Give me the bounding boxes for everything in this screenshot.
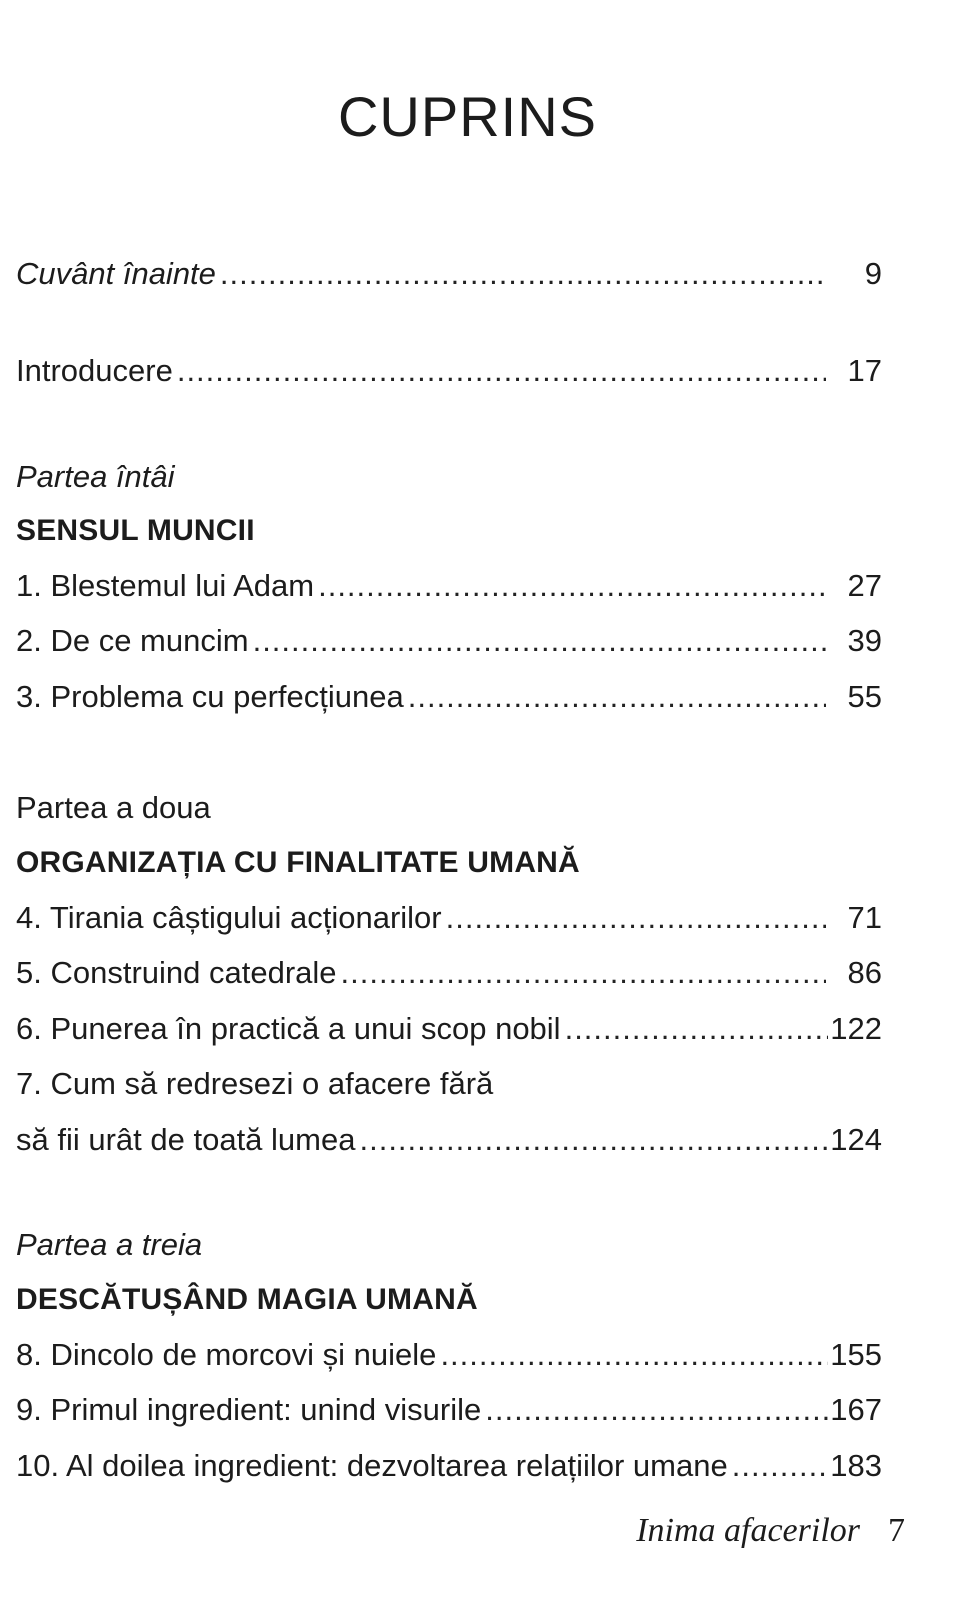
toc-entry-chapter[interactable]	[16, 1388, 882, 1432]
toc-entry-chapter[interactable]	[16, 1007, 882, 1051]
part-label: Partea a doua	[16, 790, 211, 825]
dot-leader	[253, 619, 826, 663]
toc-entry-chapter[interactable]	[16, 564, 882, 608]
toc-entry-label: 10. Al doilea ingredient: dezvoltarea relațiilor umane	[16, 1448, 728, 1483]
toc-entry-label: Introducere	[16, 353, 173, 388]
toc-entry-chapter-first-line[interactable]: 7. Cum să redresezi o afacere fără	[16, 1066, 494, 1101]
toc-entry-chapter[interactable]	[16, 675, 882, 719]
running-title: Inima afacerilor	[636, 1512, 860, 1549]
toc-entry-page: 55	[847, 679, 882, 714]
dot-leader	[446, 896, 826, 940]
toc-entry-label: 4. Tirania câștigului acționarilor	[16, 900, 442, 935]
dot-leader	[177, 349, 826, 393]
toc-entry-label: 8. Dincolo de morcovi și nuiele	[16, 1337, 437, 1372]
toc-entry-page: 155	[830, 1337, 882, 1372]
toc-entry-page: 124	[830, 1122, 882, 1157]
toc-entry-page: 39	[847, 623, 882, 658]
toc-entry-foreword[interactable]	[16, 252, 882, 296]
toc-entry-label: 5. Construind catedrale	[16, 955, 337, 990]
toc-entry-chapter[interactable]	[16, 1444, 882, 1488]
toc-entry-label: 1. Blestemul lui Adam	[16, 568, 315, 603]
toc-entry-page: 122	[830, 1011, 882, 1046]
dot-leader	[485, 1388, 828, 1432]
toc-entry-label: 9. Primul ingredient: unind visurile	[16, 1392, 482, 1427]
dot-leader	[440, 1333, 828, 1377]
part-heading: SENSUL MUNCII	[16, 514, 255, 547]
toc-entry-chapter[interactable]	[16, 619, 882, 663]
dot-leader	[359, 1118, 828, 1162]
toc-entry-label: să fii urât de toată lumea	[16, 1122, 356, 1157]
toc-entry-page: 71	[847, 900, 882, 935]
part-label: Partea a treia	[16, 1227, 203, 1262]
page-title: CUPRINS	[337, 85, 598, 148]
toc-entry-chapter[interactable]	[16, 1333, 882, 1377]
toc-entry-label: Cuvânt înainte	[16, 256, 216, 291]
part-heading: DESCĂTUȘÂND MAGIA UMANĂ	[16, 1283, 478, 1316]
toc-entry-page: 17	[847, 353, 882, 388]
toc-entry-label: 3. Problema cu perfecțiunea	[16, 679, 404, 714]
toc-entry-page: 27	[847, 568, 882, 603]
toc-entry-chapter-continuation[interactable]	[16, 1118, 882, 1162]
toc-entry-chapter[interactable]	[16, 896, 882, 940]
toc-entry-page: 183	[830, 1448, 882, 1483]
toc-entry-page: 86	[847, 955, 882, 990]
toc-entry-label: 2. De ce muncim	[16, 623, 249, 658]
page-number: 7	[888, 1512, 905, 1549]
toc-entry-label: 6. Punerea în practică a unui scop nobil	[16, 1011, 561, 1046]
part-label: Partea întâi	[16, 459, 175, 494]
toc-entry-chapter[interactable]	[16, 951, 882, 995]
part-heading: ORGANIZAȚIA CU FINALITATE UMANĂ	[16, 846, 580, 879]
dot-leader	[408, 675, 826, 719]
dot-leader	[732, 1444, 829, 1488]
dot-leader	[341, 951, 826, 995]
dot-leader	[318, 564, 826, 608]
toc-entry-page: 167	[830, 1392, 882, 1427]
page-footer	[636, 1512, 905, 1550]
toc-entry-introduction[interactable]	[16, 349, 882, 393]
dot-leader	[220, 252, 826, 296]
dot-leader	[565, 1007, 829, 1051]
toc-entry-page: 9	[864, 256, 882, 291]
